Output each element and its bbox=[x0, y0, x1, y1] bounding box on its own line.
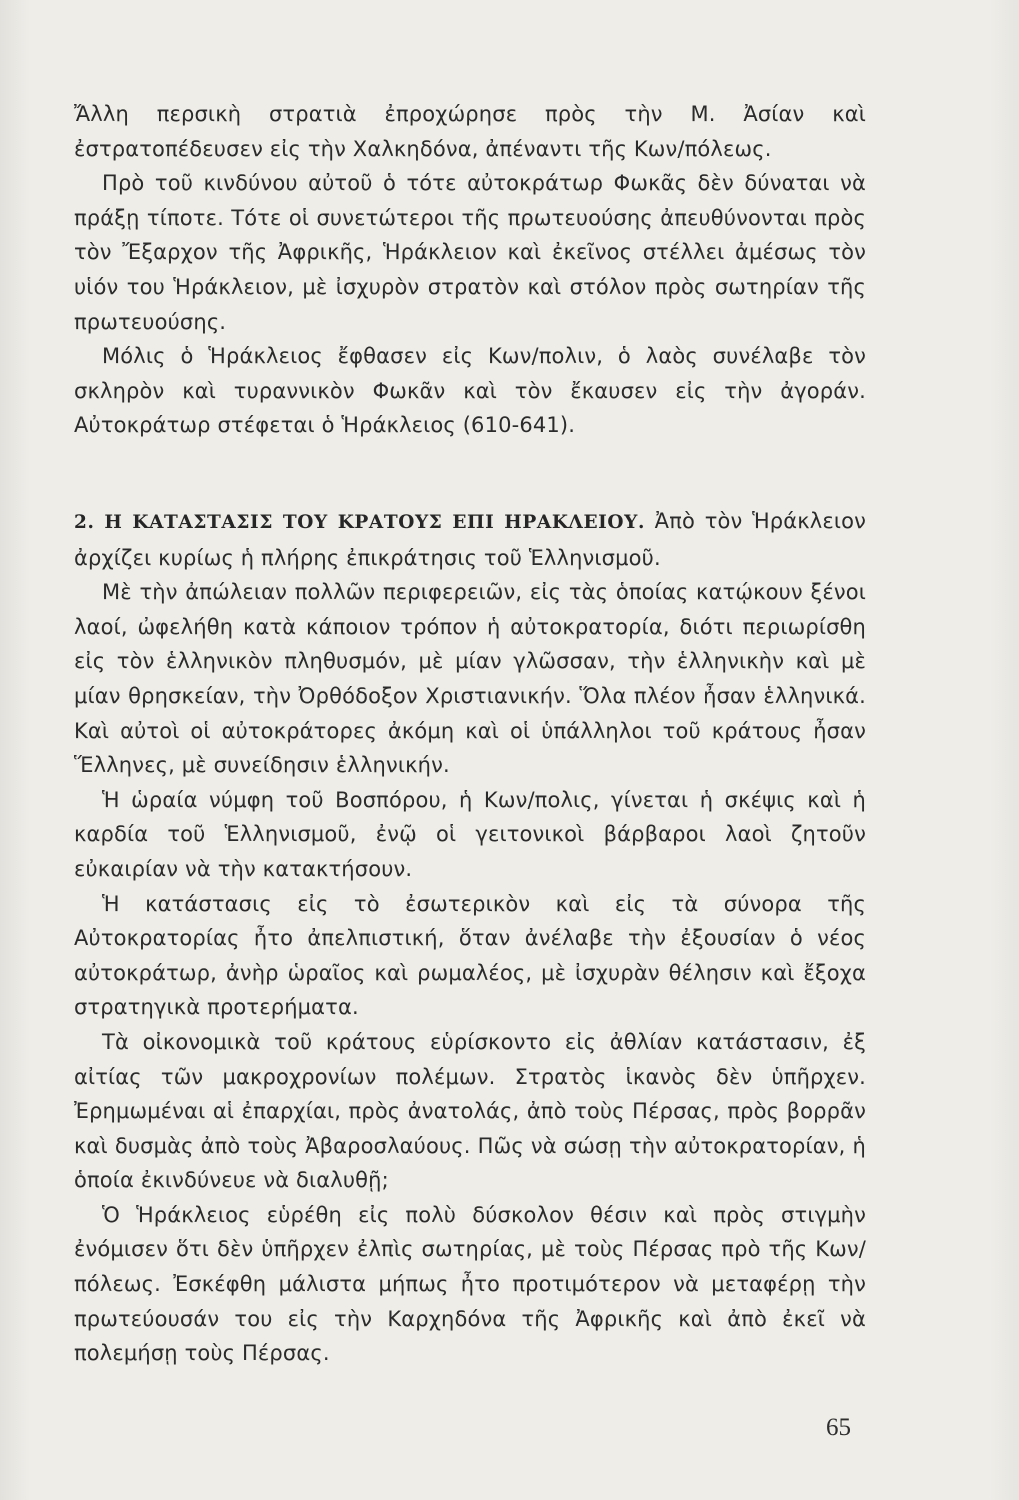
paragraph: Ὁ Ἡράκλειος εὑρέθη εἰς πολὺ δύσκολον θέσιν καὶ πρὸς στιγμὴν ἐνόμισεν ὅτι δὲν ὑπῆρχεν ἐλπὶς σωτηρίας, μὲ τοὺς Πέρσας πρὸ τῆς Κων/πόλεως. Ἐσκέφθη μάλιστα μήπως ἦτο προτιμότερον νὰ μεταφέρῃ τὴν πρωτεύουσάν του εἰς τὴν Καρχηδόνα τῆς Ἀφρικῆς καὶ ἀπὸ ἐκεῖ νὰ πολεμήσῃ τοὺς Πέρσας. bbox=[74, 1202, 866, 1366]
section-1-text bbox=[74, 97, 866, 443]
section-heading-paragraph bbox=[74, 504, 866, 575]
paragraph: Ἡ κατάστασις εἰς τὸ ἐσωτερικὸν καὶ εἰς τὰ σύνορα τῆς Αὐτοκρατορίας ἦτο ἀπελπιστική, ὅταν ἀνέλαβε τὴν ἐξουσίαν ὁ νέος αὐτοκράτωρ, ἀνὴρ ὡραῖος καὶ ρωμαλέος, μὲ ἰσχυρὰν θέλησιν καὶ ἔξοχα στρατηγικὰ προτερήματα. bbox=[74, 891, 866, 1020]
paragraph: Ἡ ὡραία νύμφη τοῦ Βοσπόρου, ἡ Κων/πολις, γίνεται ἡ σκέψις καὶ ἡ καρδία τοῦ Ἑλληνισμοῦ, ἐνῷ οἱ γειτονικοὶ βάρβαροι λαοὶ ζητοῦν εὐκαιρίαν νὰ τὴν κατακτήσουν. bbox=[74, 787, 866, 881]
heading-tail-text: Ἀπὸ τὸν Ἡράκλειον ἀρχίζει κυρίως ἡ πλήρης ἐπικράτησις τοῦ Ἑλληνισμοῦ. bbox=[74, 509, 866, 570]
paragraph: Πρὸ τοῦ κινδύνου αὐτοῦ ὁ τότε αὐτοκράτωρ Φωκᾶς δὲν δύναται νὰ πράξῃ τίποτε. Τότε οἱ συνετώτεροι τῆς πρωτευούσης ἀπευθύνονται πρὸς τὸν Ἔξαρχον τῆς Ἀφρικῆς, Ἡράκλειον καὶ ἐκεῖνος στέλλει ἀμέσως τὸν υἱόν του Ἡράκλειον, μὲ ἰσχυρὸν στρατὸν καὶ στόλον πρὸς σωτηρίαν τῆς πρωτευούσης. bbox=[74, 171, 866, 334]
paragraph: Τὰ οἰκονομικὰ τοῦ κράτους εὑρίσκοντο εἰς ἀθλίαν κατάστασιν, ἐξ αἰτίας τῶν μακροχρονίων πολέμων. Στρατὸς ἱκανὸς δὲν ὑπῆρχεν. Ἐρημωμέναι αἱ ἐπαρχίαι, πρὸς ἀνατολάς, ἀπὸ τοὺς Πέρσας, πρὸς βορρᾶν καὶ δυσμὰς ἀπὸ τοὺς Ἀβαροσλαύους. Πῶς νὰ σώσῃ τὴν αὐτοκρατορίαν, ἡ ὁποία ἐκινδύνευε νὰ διαλυθῇ; bbox=[74, 1029, 866, 1193]
paragraph: Μὲ τὴν ἀπώλειαν πολλῶν περιφερειῶν, εἰς τὰς ὁποίας κατῴκουν ξένοι λαοί, ὠφελήθη κατὰ κάποιον τρόπον ἡ αὐτοκρατορία, διότι περιωρίσθη εἰς τὸν ἑλληνικὸν πληθυσμόν, μὲ μίαν γλῶσσαν, τὴν ἑλληνικὴν καὶ μὲ μίαν θρησκείαν, τὴν Ὀρθόδοξον Χριστιανικήν. Ὅλα πλέον ἦσαν ἑλληνικά. Καὶ αὐτοὶ οἱ αὐτοκράτορες ἀκόμη καὶ οἱ ὑπάλληλοι τοῦ κράτους ἦσαν Ἕλληνες, μὲ συνείδησιν ἑλληνικήν. bbox=[74, 580, 866, 778]
paragraph: Μόλις ὁ Ἡράκλειος ἔφθασεν εἰς Κων/πολιν, ὁ λαὸς συνέλαβε τὸν σκληρὸν καὶ τυραννικὸν Φωκᾶν καὶ τὸν ἔκαυσεν εἰς τὴν ἀγοράν. Αὐτοκράτωρ στέφεται ὁ Ἡράκλειος (610-641). bbox=[74, 344, 866, 438]
paragraph: Ἄλλη περσικὴ στρατιὰ ἐπροχώρησε πρὸς τὴν Μ. Ἀσίαν καὶ ἐστρατοπέδευσεν εἰς τὴν Χαλκηδόνα, ἀπέναντι τῆς Κων/πόλεως. bbox=[74, 102, 866, 161]
page-number: 65 bbox=[826, 1414, 851, 1441]
section-2-text bbox=[74, 504, 866, 1371]
section-heading: 2. Η ΚΑΤΑΣΤΑΣΙΣ ΤΟΥ ΚΡΑΤΟΥΣ ΕΠΙ ΗΡΑΚΛΕΙΟΥ. bbox=[74, 512, 645, 533]
